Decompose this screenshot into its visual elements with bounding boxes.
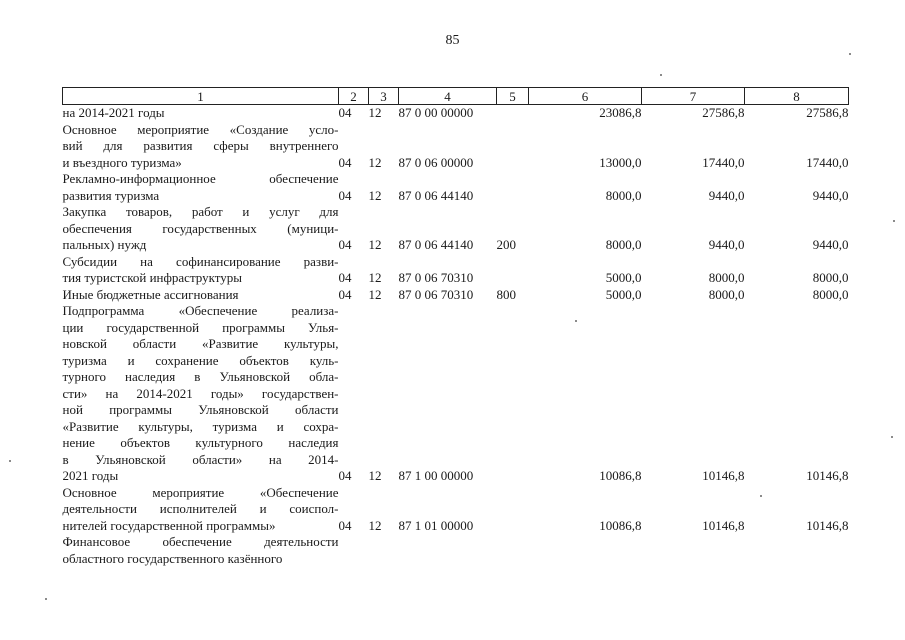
- row-name-line: на 2014-2021 годы: [62, 105, 165, 120]
- row-name-line: обеспечения государственных (муници-: [62, 220, 339, 236]
- cell-c6: 8000,0: [605, 187, 642, 203]
- table-row: [63, 171, 849, 204]
- table-row: [63, 122, 849, 172]
- table-row: [63, 105, 849, 122]
- cell-c6: [529, 534, 642, 567]
- cell-c6: 10086,8: [599, 468, 642, 483]
- cell-c5: [497, 485, 529, 535]
- cell-c2: 04: [338, 468, 352, 483]
- row-name-line: туризма и сохранение объектов куль-: [62, 352, 339, 368]
- row-name-line: 2021 годы: [62, 468, 119, 483]
- header-col-5: 5: [497, 88, 529, 105]
- row-name-line: Закупка товаров, работ и услуг для: [62, 204, 339, 219]
- row-name-line: Основное мероприятие «Создание усло-: [62, 121, 339, 137]
- table-row: [63, 303, 849, 485]
- cell-c2: 04: [338, 105, 352, 120]
- cell-c8: 27586,8: [806, 105, 849, 120]
- header-row: [63, 88, 849, 105]
- table-row: [63, 254, 849, 287]
- row-name: [63, 485, 339, 535]
- scan-speck: [9, 460, 11, 462]
- row-name: [63, 171, 339, 204]
- cell-c7: 27586,8: [702, 105, 745, 120]
- row-name-line: и въездного туризма»: [62, 154, 182, 170]
- cell-c4: 87 0 06 70310: [398, 286, 474, 302]
- cell-c5: [497, 303, 529, 485]
- cell-c2: 04: [338, 237, 352, 252]
- row-name-line: сти» на 2014-2021 годы» государствен-: [62, 385, 339, 401]
- cell-c7: 10146,8: [702, 517, 745, 533]
- cell-c4: 87 1 00 00000: [398, 468, 474, 483]
- row-name-line: деятельности исполнителей и соиспол-: [62, 501, 339, 516]
- row-name-line: пальных) нужд: [62, 237, 147, 252]
- cell-c3: 12: [368, 517, 382, 533]
- header-col-2: 2: [339, 88, 369, 105]
- scan-speck: [660, 74, 662, 76]
- cell-c2: 04: [338, 187, 352, 203]
- scan-speck: [760, 495, 762, 497]
- row-name-line: в Ульяновской области» на 2014-: [62, 451, 339, 467]
- cell-c3: 12: [368, 468, 382, 483]
- cell-c2: 04: [338, 270, 352, 285]
- cell-c8: 10146,8: [806, 517, 849, 533]
- cell-c6: 13000,0: [599, 154, 642, 170]
- cell-c3: 12: [368, 105, 382, 120]
- row-name-line: ной программы Ульяновской области: [62, 402, 339, 417]
- header-col-8: 8: [745, 88, 849, 105]
- row-name-line: областного государственного казённого: [62, 550, 283, 566]
- cell-c5: [497, 105, 529, 122]
- cell-c2: [339, 534, 369, 567]
- cell-c8: 17440,0: [806, 154, 849, 170]
- cell-c5: [497, 171, 529, 204]
- scan-speck: [45, 598, 47, 600]
- cell-c2: 04: [338, 154, 352, 170]
- cell-c3: 12: [368, 237, 382, 252]
- cell-c7: 9440,0: [708, 237, 745, 252]
- header-col-3: 3: [369, 88, 399, 105]
- cell-c6: 5000,0: [605, 270, 642, 285]
- row-name-line: вий для развития сферы внутреннего: [62, 138, 339, 153]
- cell-c4: 87 1 01 00000: [398, 517, 474, 533]
- cell-c8: 8000,0: [812, 270, 849, 285]
- cell-c6: 23086,8: [599, 105, 642, 120]
- row-name: [63, 105, 339, 122]
- cell-c6: 5000,0: [605, 286, 642, 302]
- row-name-line: ции государственной программы Улья-: [62, 319, 339, 335]
- page-number: 85: [445, 33, 460, 48]
- header-col-1: 1: [63, 88, 339, 105]
- cell-c8: 8000,0: [812, 286, 849, 302]
- row-name: [63, 204, 339, 254]
- scan-speck: [891, 436, 893, 438]
- row-name-line: нение объектов культурного наследия: [62, 435, 339, 450]
- cell-c5: 800: [496, 286, 516, 302]
- header-col-7: 7: [642, 88, 745, 105]
- cell-c3: [369, 534, 399, 567]
- row-name: [63, 122, 339, 172]
- cell-c3: 12: [368, 286, 382, 302]
- row-name-line: Финансовое обеспечение деятельности: [62, 534, 339, 549]
- cell-c7: 9440,0: [708, 187, 745, 203]
- cell-c7: [642, 534, 745, 567]
- cell-c7: 10146,8: [702, 468, 745, 483]
- cell-c5: [497, 122, 529, 172]
- cell-c5: [497, 254, 529, 287]
- row-name-line: Подпрограмма «Обеспечение реализа-: [62, 303, 339, 318]
- row-name: [63, 534, 339, 567]
- cell-c6: 8000,0: [605, 237, 642, 252]
- cell-c4: [399, 534, 497, 567]
- row-name-line: развития туризма: [62, 187, 160, 203]
- budget-table: [62, 87, 849, 567]
- cell-c5: 200: [496, 237, 516, 252]
- row-name-line: новской области «Развитие культуры,: [62, 336, 339, 351]
- cell-c2: 04: [338, 286, 352, 302]
- row-name: [63, 303, 339, 485]
- row-name-line: «Развитие культуры, туризма и сохра-: [62, 418, 339, 434]
- table-row: [63, 485, 849, 535]
- cell-c8: [745, 534, 849, 567]
- scan-speck: [893, 220, 895, 222]
- row-name-line: Рекламно-информационное обеспечение: [62, 171, 339, 186]
- row-name-line: Иные бюджетные ассигнования: [62, 286, 239, 302]
- scan-speck: [849, 53, 851, 55]
- row-name: [63, 287, 339, 304]
- table-row: [63, 287, 849, 304]
- cell-c8: 9440,0: [812, 187, 849, 203]
- cell-c2: 04: [338, 517, 352, 533]
- cell-c4: 87 0 06 70310: [398, 270, 474, 285]
- table-row: [63, 534, 849, 567]
- cell-c6: 10086,8: [599, 517, 642, 533]
- cell-c4: 87 0 06 44140: [398, 187, 474, 203]
- row-name: [63, 254, 339, 287]
- row-name-line: турного наследия в Ульяновской обла-: [62, 369, 339, 384]
- row-name-line: Субсидии на софинансирование разви-: [62, 253, 339, 269]
- row-name-line: тия туристской инфраструктуры: [62, 270, 243, 285]
- cell-c7: 8000,0: [708, 270, 745, 285]
- cell-c7: 17440,0: [702, 154, 745, 170]
- cell-c3: 12: [368, 154, 382, 170]
- header-col-4: 4: [399, 88, 497, 105]
- row-name-line: Основное мероприятие «Обеспечение: [62, 484, 339, 500]
- cell-c5: [497, 534, 529, 567]
- row-name-line: нителей государственной программы»: [62, 517, 276, 533]
- scan-speck: [575, 320, 577, 322]
- cell-c8: 9440,0: [812, 237, 849, 252]
- cell-c7: 8000,0: [708, 286, 745, 302]
- cell-c3: 12: [368, 270, 382, 285]
- cell-c8: 10146,8: [806, 468, 849, 483]
- table-row: [63, 204, 849, 254]
- cell-c4: 87 0 00 00000: [398, 105, 474, 120]
- cell-c4: 87 0 06 00000: [398, 154, 474, 170]
- cell-c4: 87 0 06 44140: [398, 237, 474, 252]
- cell-c3: 12: [368, 187, 382, 203]
- table-body: [63, 105, 849, 568]
- header-col-6: 6: [529, 88, 642, 105]
